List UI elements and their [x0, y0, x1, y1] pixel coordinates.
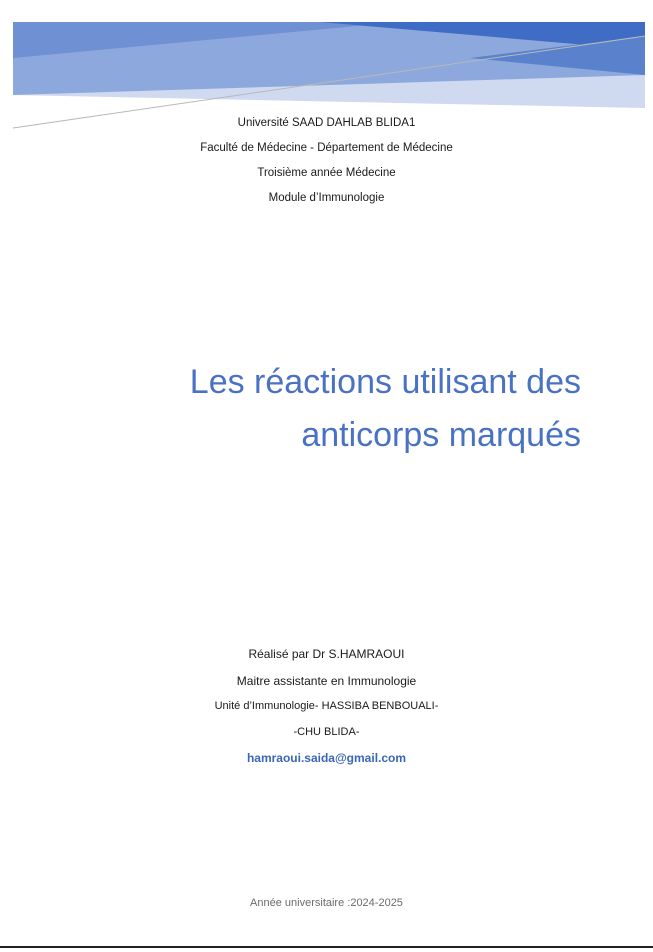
title-line-1: Les réactions utilisant des	[189, 363, 581, 401]
academic-year: Année universitaire :2024-2025	[250, 897, 403, 909]
author-position: Maitre assistante en Immunologie	[236, 674, 417, 688]
author-email-link[interactable]: hamraoui.saida@gmail.com	[246, 751, 407, 765]
module-name: Module d’Immunologie	[268, 192, 385, 204]
author-unit: Unité d’Immunologie- HASSIBA BENBOUALI-	[214, 700, 439, 712]
university-name: Université SAAD DAHLAB BLIDA1	[237, 117, 416, 129]
study-year: Troisième année Médecine	[257, 167, 396, 179]
author-hospital: -CHU BLIDA-	[293, 726, 360, 738]
author-name: Réalisé par Dr S.HAMRAOUI	[248, 647, 405, 661]
title-line-2: anticorps marqués	[301, 416, 581, 454]
page-bottom-rule	[0, 946, 653, 948]
document-title	[61, 356, 581, 462]
faculty-name: Faculté de Médecine - Département de Médecine	[200, 142, 453, 154]
